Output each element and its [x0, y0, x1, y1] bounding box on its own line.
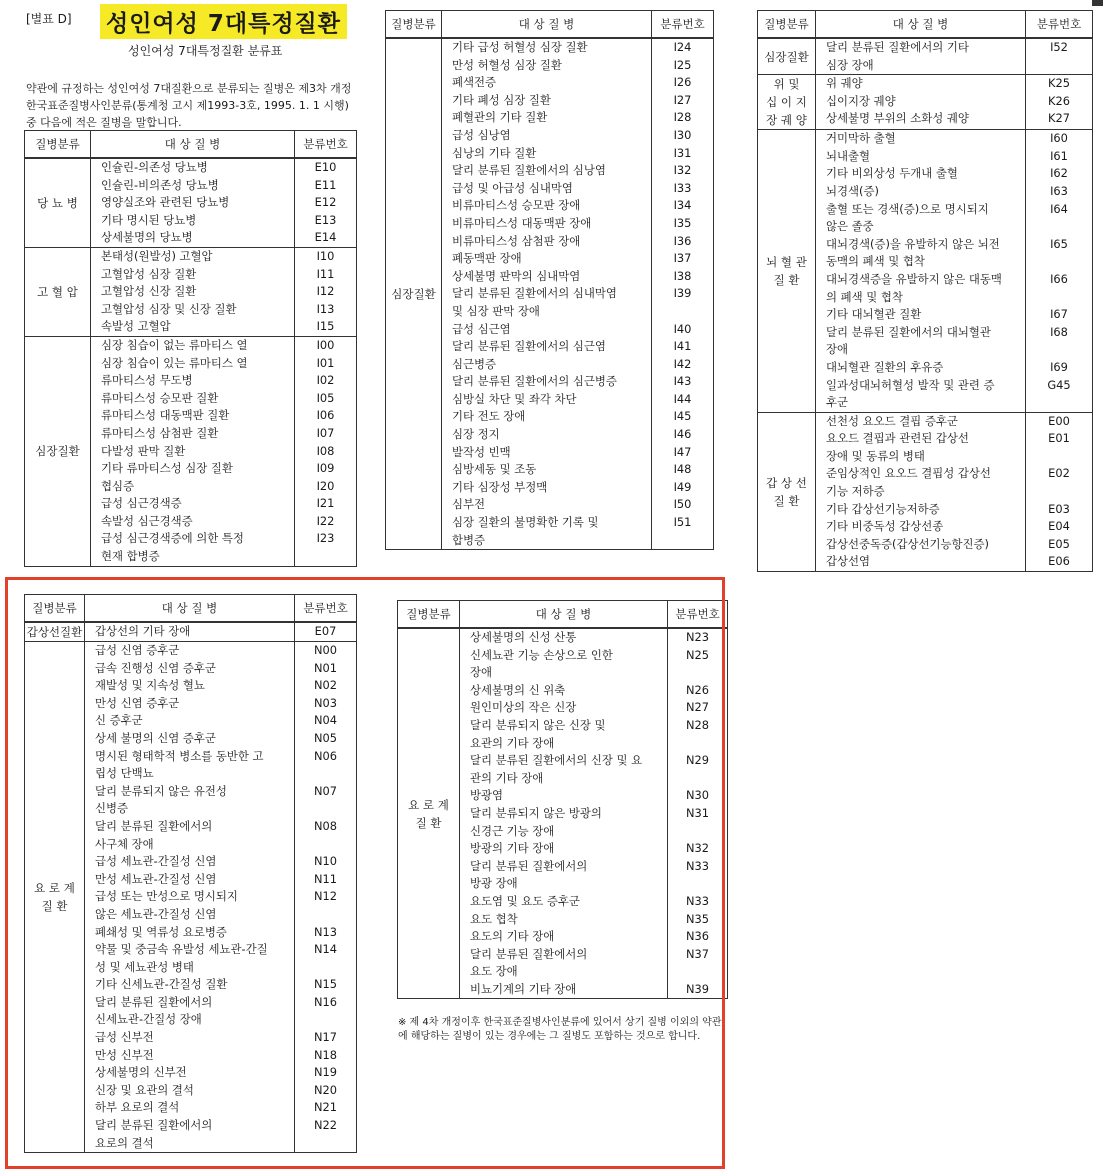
disease-code: I37 [673, 251, 692, 266]
disease-name: 비류마티스성 대동맥판 장애 [452, 215, 592, 230]
disease-name: 만성 신부전 [95, 1047, 154, 1062]
disease-name: 급성 심근경색증 [101, 496, 182, 511]
disease-code: I40 [673, 321, 692, 336]
disease-name: 상세불명의 신부전 [95, 1065, 187, 1080]
disease-code: I12 [316, 284, 335, 299]
category-cell: 요 로 계 질 환 [398, 628, 460, 999]
disease-code: I28 [673, 110, 692, 125]
disease-name: 기타 신세뇨관-간질성 질환 [95, 977, 228, 992]
disease-code: N23 [685, 630, 709, 644]
category-cell: 갑상선질환 [25, 622, 85, 642]
disease-name: 방광염 [470, 788, 504, 803]
disease-name: 폐쇄성 및 역류성 요로병증 [95, 924, 227, 939]
disease-name: 재발성 및 지속성 혈뇨 [95, 678, 205, 693]
disease-code: N00 [313, 643, 337, 657]
disease-name: 심부전 [452, 497, 486, 512]
disease-code: N21 [313, 1100, 337, 1115]
header-code: 분류번호 [668, 601, 728, 629]
disease-name: 급성 및 아급성 심내막염 [452, 180, 573, 195]
disease-name: 방광 장애 [470, 876, 518, 891]
disease-name: 기능 저하증 [826, 484, 885, 499]
disease-name: 급성 심낭염 [452, 127, 511, 142]
disease-name: 심장 질환의 불명확한 기록 및 [452, 515, 599, 530]
disease-code: I45 [673, 409, 692, 424]
disease-name: 속발성 심근경색증 [101, 513, 193, 528]
disease-name: 십이지장 궤양 [826, 93, 896, 108]
disease-code: K25 [1048, 76, 1070, 91]
header-category: 질병분류 [386, 11, 442, 39]
disease-code: E13 [314, 212, 337, 227]
disease-code: N33 [685, 858, 709, 873]
header-category: 질병분류 [25, 595, 85, 623]
disease-code: N11 [313, 871, 337, 886]
disease-name: 준임상적인 요오드 결핍성 갑상선 [826, 466, 991, 481]
disease-name: 급성 심근경색증에 의한 특정 [101, 531, 244, 546]
disease-code: I08 [316, 443, 335, 458]
disease-name: 및 심장 판막 장애 [452, 303, 540, 318]
disease-code: N30 [685, 788, 709, 803]
disease-code: E02 [1048, 466, 1070, 481]
disease-code: N02 [313, 678, 337, 693]
disease-name: 고혈압성 심장 질환 [101, 266, 197, 281]
disease-code: N17 [313, 1030, 337, 1045]
disease-name: 장애 및 동류의 병태 [826, 448, 925, 463]
header-category: 질병분류 [398, 601, 460, 629]
disease-name: 인슐린-비의존성 당뇨병 [101, 177, 219, 192]
disease-code: N27 [685, 700, 709, 715]
disease-code: I64 [1050, 201, 1068, 216]
disease-code: I26 [673, 75, 692, 90]
disease-name: 원인미상의 작은 신장 [470, 700, 577, 715]
disease-name: 만성 신염 증후군 [95, 695, 180, 710]
disease-name: 갑상선염 [826, 554, 871, 569]
disease-name: 장애 [826, 342, 849, 357]
disease-name: 하부 요로의 결석 [95, 1100, 180, 1115]
disease-name: 급속 진행성 신염 증후군 [95, 660, 216, 675]
header-code: 분류번호 [652, 11, 714, 39]
disease-name: 상세불명 부위의 소화성 궤양 [826, 111, 969, 126]
disease-name: 달리 분류된 질환에서의 신장 및 요 [470, 753, 643, 768]
category-cell: 갑 상 선 질 환 [758, 412, 816, 571]
disease-code: I32 [673, 163, 692, 178]
disease-name: 달리 분류된 질환에서의 [95, 1118, 213, 1133]
disease-name: 뇌경색(증) [826, 183, 879, 198]
disease-code: N08 [313, 818, 337, 833]
disease-name: 신장 및 요관의 결석 [95, 1082, 194, 1097]
disease-name: 달리 분류된 질환에서의 심근병증 [452, 374, 617, 389]
disease-name: 달리 분류되지 않은 방광의 [470, 805, 602, 820]
disease-code: I13 [316, 301, 335, 316]
disease-code: I39 [673, 286, 692, 301]
disease-name: 상세불명의 신성 산통 [470, 630, 577, 644]
disease-name: 심장 정지 [452, 427, 500, 442]
disease-code: E10 [314, 160, 337, 174]
disease-name: 달리 분류된 질환에서의 대뇌혈관 [826, 324, 991, 339]
disease-name: 대뇌경색(증)을 유발하지 않은 뇌전 [826, 236, 1000, 251]
disease-code: N13 [313, 924, 337, 939]
disease-name: 위 궤양 [826, 76, 863, 91]
header-category: 질병분류 [25, 131, 91, 159]
disease-code: I69 [1050, 359, 1068, 374]
disease-name: 비뇨기계의 기타 장애 [470, 981, 577, 996]
disease-code: N18 [313, 1047, 337, 1062]
intro-paragraph: 약관에 규정하는 성인여성 7대질환으로 분류되는 질병은 제3차 개정 한국표준질병사인분류(통계청 고시 제1993-3호, 1995. 1. 1 시행)중 다음에 적은 질병을 말합니다. [26, 82, 352, 129]
disease-code: I09 [316, 461, 335, 476]
disease-name: 속발성 고혈압 [101, 319, 171, 334]
disease-code: N35 [685, 911, 709, 926]
disease-code: I06 [316, 408, 335, 423]
disease-name: 본태성(원발성) 고혈압 [101, 248, 213, 263]
header-disease: 대 상 질 병 [460, 601, 668, 629]
disease-name: 류마티스성 삼첨판 질환 [101, 425, 219, 440]
disease-code: I52 [1050, 40, 1068, 54]
disease-name: 요도의 기타 장애 [470, 929, 555, 944]
disease-code: I23 [316, 531, 335, 546]
disease-code: I00 [316, 337, 335, 352]
disease-name: 만성 허혈성 심장 질환 [452, 57, 562, 72]
disease-name: 비류마티스성 삼첨판 장애 [452, 233, 581, 248]
disease-code: N07 [313, 783, 337, 798]
disease-code: I47 [673, 444, 692, 459]
disease-name: 선천성 요오드 결핍 증후군 [826, 413, 958, 428]
disease-code: E01 [1048, 431, 1070, 446]
category-cell: 심장질환 [25, 336, 91, 566]
disease-name: 달리 분류되지 않은 유전성 [95, 783, 227, 798]
disease-code: N10 [313, 854, 337, 869]
disease-name: 비류마티스성 승모판 장애 [452, 198, 581, 213]
appendix-tag: [별표 D] [26, 12, 72, 26]
disease-name: 일과성대뇌허혈성 발작 및 관련 증 [826, 377, 995, 392]
header-disease: 대 상 질 병 [816, 11, 1026, 39]
disease-name: 기타 비외상성 두개내 출혈 [826, 166, 958, 181]
disease-name: 대뇌혈관 질환의 후유증 [826, 359, 944, 374]
disease-code: N29 [685, 753, 709, 768]
disease-code: I49 [673, 479, 692, 494]
disease-name: 다발성 판막 질환 [101, 443, 186, 458]
disease-name: 고혈압성 신장 질환 [101, 284, 197, 299]
disease-code: N32 [685, 841, 709, 856]
disease-name: 급성 신부전 [95, 1030, 154, 1045]
disease-code: I10 [316, 248, 335, 263]
disease-name: 동맥의 폐색 및 협착 [826, 254, 925, 269]
disease-name: 관의 기타 장애 [470, 770, 544, 785]
disease-name: 기타 류마티스성 심장 질환 [101, 461, 233, 476]
disease-name: 신세뇨관-간질성 장애 [95, 1012, 202, 1027]
disease-code: N15 [313, 977, 337, 992]
disease-name: 심장 침습이 있는 류마티스 열 [101, 355, 248, 370]
disease-code: I41 [673, 339, 692, 354]
disease-code: N22 [313, 1118, 337, 1133]
disease-code: N20 [313, 1082, 337, 1097]
disease-name: 신경근 기능 장애 [470, 823, 555, 838]
disease-code: I35 [673, 215, 692, 230]
header-code: 분류번호 [295, 595, 357, 623]
disease-code: I46 [673, 427, 692, 442]
disease-name: 요오드 결핍과 관련된 갑상선 [826, 431, 969, 446]
disease-table-1 [24, 130, 357, 567]
disease-name: 의 폐색 및 협착 [826, 289, 903, 304]
disease-code: I22 [316, 513, 335, 528]
disease-name: 약물 및 중금속 유발성 세뇨관-간질 [95, 942, 268, 957]
disease-code: N39 [685, 981, 709, 996]
category-cell: 심장질환 [758, 38, 816, 75]
disease-name: 요도 장애 [470, 964, 518, 979]
footnote: ※ 제 4차 개정이후 한국표준질병사인분류에 있어서 상기 질병 이외의 약관에 해당하는 질병이 있는 경우에는 그 질병도 포함하는 것으로 합니다. [398, 1017, 722, 1042]
disease-name: 신병증 [95, 801, 129, 816]
disease-name: 기타 비중독성 갑상선종 [826, 519, 944, 534]
disease-code: N16 [313, 994, 337, 1009]
category-cell: 요 로 계 질 환 [25, 642, 85, 1153]
disease-name: 심장 침습이 없는 류마티스 열 [101, 337, 248, 352]
disease-name: 립성 단백뇨 [95, 766, 154, 781]
disease-name: 기타 심장성 부정맥 [452, 479, 548, 494]
disease-code: I20 [316, 478, 335, 493]
disease-name: 상세 불명의 신염 증후군 [95, 730, 216, 745]
disease-code: E04 [1048, 519, 1070, 534]
disease-code: N36 [685, 929, 709, 944]
disease-code: I68 [1050, 324, 1068, 339]
disease-name: 기타 명시된 당뇨병 [101, 212, 197, 227]
disease-name: 출혈 또는 경색(증)으로 명시되지 [826, 201, 989, 216]
disease-name: 기타 급성 허혈성 심장 질환 [452, 40, 588, 54]
disease-name: 급성 세뇨관-간질성 신염 [95, 854, 217, 869]
disease-code: I42 [673, 356, 692, 371]
disease-name: 심방세동 및 조동 [452, 462, 537, 477]
disease-code: I43 [673, 374, 692, 389]
header-code: 분류번호 [295, 131, 357, 159]
disease-name: 거미막하 출혈 [826, 131, 896, 146]
disease-code: N06 [313, 748, 337, 763]
disease-code: E00 [1048, 413, 1070, 428]
disease-name: 심근병증 [452, 356, 497, 371]
disease-name: 기타 폐성 심장 질환 [452, 92, 551, 107]
disease-name: 요로의 결석 [95, 1135, 154, 1150]
disease-name: 달리 분류된 질환에서의 심낭염 [452, 163, 606, 178]
header-category: 질병분류 [758, 11, 816, 39]
disease-code: I50 [673, 497, 692, 512]
disease-name: 달리 분류된 질환에서의 [95, 818, 213, 833]
disease-name: 상세불명의 당뇨병 [101, 230, 193, 245]
header-disease: 대 상 질 병 [91, 131, 295, 159]
disease-name: 달리 분류된 질환에서의 [95, 994, 213, 1009]
disease-code: I15 [316, 319, 335, 334]
disease-name: 류마티스성 승모판 질환 [101, 390, 219, 405]
disease-name: 요도 협착 [470, 911, 518, 926]
disease-name: 고혈압성 심장 및 신장 질환 [101, 301, 237, 316]
disease-code: N26 [685, 682, 709, 697]
disease-name: 상세불명의 신 위축 [470, 682, 566, 697]
disease-name: 달리 분류된 질환에서의 심근염 [452, 339, 606, 354]
edge-mark [1092, 0, 1103, 6]
disease-code: I07 [316, 425, 335, 440]
page-subtitle: 성인여성 7대특정질환 분류표 [128, 44, 283, 58]
disease-name: 달리 분류된 질환에서의 [470, 946, 588, 961]
disease-name: 뇌내출혈 [826, 148, 871, 163]
disease-name: 달리 분류되지 않은 신장 및 [470, 717, 606, 732]
disease-name: 장애 [470, 665, 493, 680]
disease-code: I60 [1050, 131, 1068, 146]
disease-name: 명시된 형태학적 병소를 동반한 고 [95, 748, 264, 763]
disease-name: 급성 신염 증후군 [95, 643, 180, 657]
disease-name: 기타 갑상선기능저하증 [826, 501, 940, 516]
disease-name: 영양실조와 관련된 당뇨병 [101, 195, 230, 210]
disease-table-3 [757, 10, 1093, 572]
disease-code: I34 [673, 198, 692, 213]
disease-code: N04 [313, 713, 337, 728]
disease-name: 심장 장애 [826, 57, 874, 72]
disease-code: I63 [1050, 183, 1068, 198]
disease-name: 방광의 기타 장애 [470, 841, 555, 856]
disease-code: I36 [673, 233, 692, 248]
disease-code: G45 [1047, 377, 1071, 392]
category-cell: 고 혈 압 [25, 247, 91, 336]
disease-code: N19 [313, 1065, 337, 1080]
disease-name: 상세불명 판막의 심내막염 [452, 268, 581, 283]
disease-code: I24 [673, 40, 692, 54]
disease-code: I44 [673, 391, 692, 406]
category-cell: 위 및 십 이 지 장 궤 양 [758, 75, 816, 130]
disease-code: I02 [316, 373, 335, 388]
disease-code: I48 [673, 462, 692, 477]
disease-code: N03 [313, 695, 337, 710]
disease-name: 요도염 및 요도 증후군 [470, 893, 580, 908]
disease-name: 신 증후군 [95, 713, 143, 728]
disease-code: N25 [685, 647, 709, 662]
disease-name: 인슐린-의존성 당뇨병 [101, 160, 208, 174]
disease-name: 류마티스성 무도병 [101, 373, 193, 388]
disease-name: 달리 분류된 질환에서의 [470, 858, 588, 873]
disease-code: E12 [314, 195, 337, 210]
disease-name: 심방실 차단 및 좌각 차단 [452, 391, 577, 406]
disease-name: 현재 합병증 [101, 549, 160, 564]
header-disease: 대 상 질 병 [85, 595, 295, 623]
disease-code: I67 [1050, 307, 1068, 322]
disease-name: 폐혈관의 기타 질환 [452, 110, 548, 125]
disease-name: 급성 심근염 [452, 321, 511, 336]
disease-name: 성 및 세뇨관성 병태 [95, 959, 194, 974]
disease-name: 기타 대뇌혈관 질환 [826, 307, 922, 322]
disease-code: I01 [316, 355, 335, 370]
disease-name: 않은 졸중 [826, 219, 874, 234]
disease-code: I31 [673, 145, 692, 160]
disease-code: N14 [313, 942, 337, 957]
disease-name: 류마티스성 대동맥판 질환 [101, 408, 230, 423]
disease-name: 갑상선중독증(갑상선기능항진증) [826, 536, 989, 551]
disease-code: N37 [685, 946, 709, 961]
disease-code: I33 [673, 180, 692, 195]
disease-name: 급성 또는 만성으로 명시되지 [95, 889, 238, 904]
disease-name: 달리 분류된 질환에서의 심내막염 [452, 286, 617, 301]
disease-name: 협심증 [101, 478, 135, 493]
category-cell: 뇌 혈 관 질 환 [758, 130, 816, 413]
disease-code: I61 [1050, 148, 1068, 163]
header-disease: 대 상 질 병 [442, 11, 652, 39]
disease-code: I21 [316, 496, 335, 511]
disease-name: 신세뇨관 기능 손상으로 인한 [470, 647, 613, 662]
disease-name: 대뇌경색증을 유발하지 않은 대동맥 [826, 271, 1002, 286]
disease-code: I30 [673, 127, 692, 142]
disease-name: 폐동맥판 장애 [452, 251, 522, 266]
disease-code: N28 [685, 717, 709, 732]
header-code: 분류번호 [1026, 11, 1093, 39]
disease-code: E14 [314, 230, 337, 245]
disease-code: I25 [673, 57, 692, 72]
disease-name: 기타 전도 장애 [452, 409, 526, 424]
disease-code: N31 [685, 805, 709, 820]
disease-name: 요관의 기타 장애 [470, 735, 555, 750]
disease-name: 후군 [826, 395, 849, 410]
disease-code: I27 [673, 92, 692, 107]
disease-code: N33 [685, 893, 709, 908]
disease-name: 만성 세뇨관-간질성 신염 [95, 871, 217, 886]
disease-code: I38 [673, 268, 692, 283]
disease-name: 합병증 [452, 532, 486, 547]
disease-code: E06 [1048, 554, 1070, 569]
category-cell: 심장질환 [386, 38, 442, 550]
disease-name: 사구체 장애 [95, 836, 154, 851]
disease-code: E11 [314, 177, 337, 192]
disease-code: I62 [1050, 166, 1068, 181]
disease-code: I65 [1050, 236, 1068, 251]
disease-name: 폐색전증 [452, 75, 497, 90]
disease-code: K27 [1048, 111, 1070, 126]
disease-code: I51 [673, 515, 692, 530]
highlight-box [5, 577, 725, 1169]
disease-name: 갑상선의 기타 장애 [95, 624, 191, 638]
disease-code: E05 [1048, 536, 1070, 551]
disease-code: N05 [313, 730, 337, 745]
disease-name: 달리 분류된 질환에서의 기타 [826, 40, 969, 54]
disease-code: K26 [1048, 93, 1070, 108]
page-title: 성인여성 7대특정질환 [100, 4, 347, 39]
disease-name: 심낭의 기타 질환 [452, 145, 537, 160]
disease-code: I66 [1050, 271, 1068, 286]
disease-table-2 [385, 10, 714, 550]
disease-name: 않은 세뇨관-간질성 신염 [95, 906, 217, 921]
disease-name: 발작성 빈맥 [452, 444, 511, 459]
disease-code: E03 [1048, 501, 1070, 516]
disease-code: N01 [313, 660, 337, 675]
disease-code: N12 [313, 889, 337, 904]
disease-code: I05 [316, 390, 335, 405]
disease-code: E07 [314, 624, 337, 638]
category-cell: 당 뇨 병 [25, 158, 91, 247]
disease-code: I11 [316, 266, 335, 281]
